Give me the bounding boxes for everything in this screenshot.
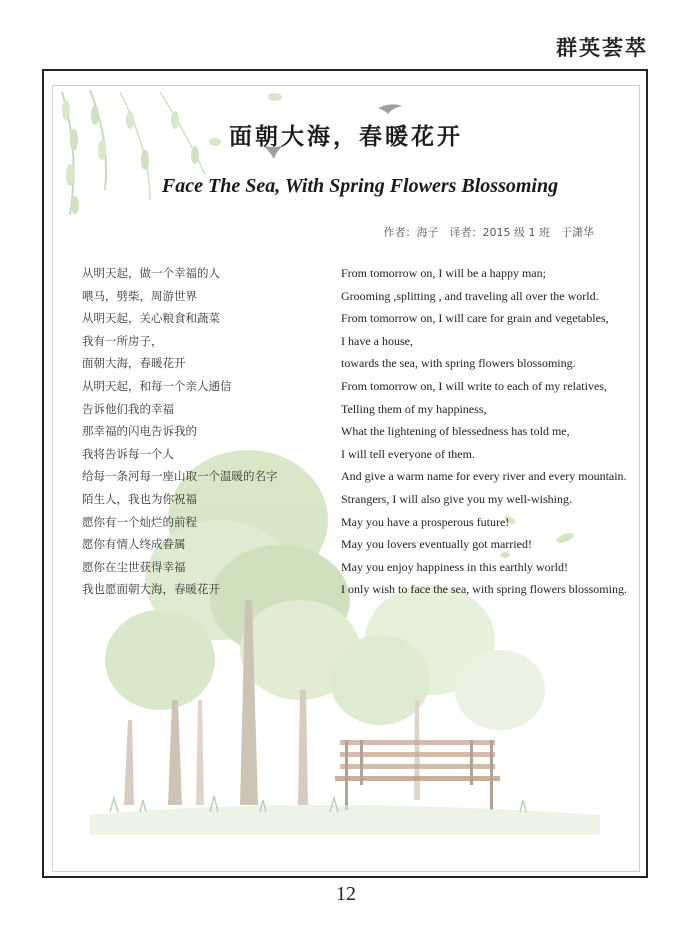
poem-english-column [341,262,627,601]
poem-line-zh: 面朝大海，春暖花开 [82,356,186,371]
poem-line-zh: 愿你在尘世获得幸福 [82,559,186,574]
poem-line-zh: 给每一条河每一座山取一个温暖的名字 [82,469,278,484]
poem-line-en: Strangers, I will also give you my well-wishing. [341,491,572,506]
poem-line-en: What the lightening of blessedness has told me, [341,424,570,439]
page-number: 12 [336,883,356,905]
poem-line-en: I have a house, [341,333,413,348]
poem-title-english: Face The Sea, With Spring Flowers Blossoming [161,175,559,197]
poem-line-en: From tomorrow on, I will write to each of my relatives, [341,378,607,393]
poem-line-en: Grooming ,splitting , and traveling all over the world. [341,288,599,303]
poem-line-en: towards the sea, with spring flowers blossoming. [341,356,576,371]
poem-line-zh: 愿你有一个灿烂的前程 [82,514,197,529]
poem-line-en: Telling them of my happiness, [341,401,487,416]
poem-line-zh: 我将告诉每一个人 [82,446,174,461]
poem-line-zh: 从明天起，关心粮食和蔬菜 [82,311,220,326]
poem-line-en: From tomorrow on, I will be a happy man; [341,266,546,280]
poem-line-en: I will tell everyone of them. [341,446,475,461]
poem-line-en: From tomorrow on, I will care for grain and vegetables, [341,311,609,326]
poem-line-zh: 告诉他们我的幸福 [82,401,174,416]
poem-line-zh: 喂马，劈柴，周游世界 [82,288,197,303]
poem-line-en: May you enjoy happiness in this earthly world! [341,559,568,574]
poem-line-zh: 我有一所房子， [82,333,163,348]
poem-line-zh: 从明天起，做一个幸福的人 [82,266,220,280]
poem-line-en: May you have a prosperous future! [341,514,510,529]
poem-line-en: I only wish to face the sea, with spring flowers blossoming. [341,582,627,597]
poem-line-zh: 我也愿面朝大海，春暖花开 [82,582,220,597]
poem-line-zh: 从明天起，和每一个亲人通信 [82,378,232,393]
author-translator-credit: 作者：海子 译者：2015 级 1 班 于潇华 [383,226,594,239]
poem-line-en: May you lovers eventually got married! [341,537,532,552]
poem-chinese-column [82,262,278,601]
poem-line-zh: 愿你有情人终成眷属 [82,537,186,552]
poem-line-zh: 陌生人，我也为你祝福 [82,491,197,506]
poem-line-zh: 那幸福的闪电告诉我的 [82,424,197,439]
section-title: 群英荟萃 [556,35,648,60]
poem-title-chinese: 面朝大海，春暖花开 [229,123,463,150]
poem-line-en: And give a warm name for every river and every mountain. [341,469,627,484]
